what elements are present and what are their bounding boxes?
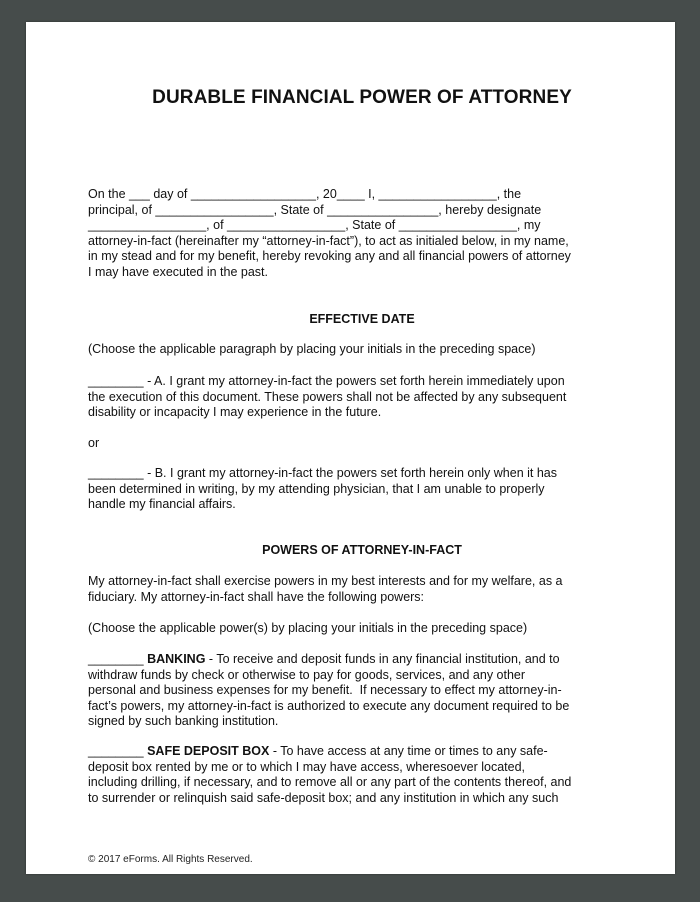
intro-line: _________________, of _________________, State of _________________, my	[88, 218, 541, 233]
option-b-line: ________ - B. I grant my attorney-in-fact the powers set forth herein only when it has	[88, 466, 558, 480]
option-b-paragraph	[88, 466, 636, 513]
initials-blank: ________	[88, 652, 148, 666]
powers-heading: POWERS OF ATTORNEY-IN-FACT	[262, 543, 462, 557]
option-a-line: the execution of this document. These powers shall not be affected by any subsequent	[88, 389, 567, 404]
banking-line: signed by such banking institution.	[88, 714, 279, 729]
or-text: or	[88, 436, 100, 450]
document-title: DURABLE FINANCIAL POWER OF ATTORNEY	[152, 87, 572, 108]
option-a-line: ________ - A. I grant my attorney-in-fact the powers set forth herein immediately upon	[88, 374, 565, 388]
banking-line: fact’s powers, my attorney-in-fact is authorized to execute any document required to be	[88, 698, 570, 713]
option-b-line: been determined in writing, by my attending physician, that I am unable to properly	[88, 481, 545, 496]
banking-line: withdraw funds by check or otherwise to pay for goods, services, and any other	[88, 667, 526, 682]
banking-text: - To receive and deposit funds in any financial institution, and to	[205, 652, 560, 666]
safe-deposit-first-line	[88, 744, 636, 760]
intro-line: attorney-in-fact (hereinafter my “attorney-in-fact”), to act as initialed below, in my name,	[88, 233, 569, 248]
intro-line: principal, of _________________, State of ________________, hereby designate	[88, 202, 542, 217]
intro-paragraph	[88, 187, 636, 281]
or-separator	[88, 436, 636, 452]
document-page	[26, 22, 675, 874]
banking-paragraph	[88, 652, 636, 730]
option-b-line: handle my financial affairs.	[88, 497, 236, 512]
powers-instruction	[88, 621, 636, 637]
intro-line: I may have executed in the past.	[88, 264, 268, 279]
instruction-text: (Choose the applicable paragraph by placing your initials in the preceding space)	[88, 342, 536, 356]
intro-line: On the ___ day of __________________, 20____ I, _________________, the	[88, 187, 522, 201]
banking-first-line	[88, 652, 636, 668]
copyright-footer: © 2017 eForms. All Rights Reserved.	[88, 854, 253, 865]
effective-date-heading: EFFECTIVE DATE	[309, 312, 415, 326]
intro-line: in my stead and for my benefit, hereby revoking any and all financial powers of attorney	[88, 249, 571, 264]
option-a-paragraph	[88, 374, 636, 421]
safe-deposit-text: - To have access at any time or times to any safe-	[269, 744, 548, 758]
banking-label: BANKING	[147, 652, 206, 666]
safe-deposit-line: to surrender or relinquish said safe-deposit box; and any institution in which any such	[88, 790, 559, 805]
instruction-text: (Choose the applicable power(s) by placing your initials in the preceding space)	[88, 621, 528, 635]
safe-deposit-line: including drilling, if necessary, and to remove all or any part of the contents thereof, and	[88, 775, 572, 790]
safe-deposit-line: deposit box rented by me or to which I may have access, wheresoever located,	[88, 759, 526, 774]
safe-deposit-label: SAFE DEPOSIT BOX	[147, 744, 270, 758]
safe-deposit-paragraph	[88, 744, 636, 806]
powers-intro-paragraph	[88, 574, 636, 605]
banking-line: personal and business expenses for my benefit. If necessary to effect my attorney-in-	[88, 683, 562, 698]
effective-date-instruction	[88, 342, 636, 358]
powers-intro-line: fiduciary. My attorney-in-fact shall have the following powers:	[88, 589, 425, 604]
initials-blank: ________	[88, 744, 148, 758]
powers-intro-line: My attorney-in-fact shall exercise powers in my best interests and for my welfare, as a	[88, 574, 563, 588]
option-a-line: disability or incapacity I may experience in the future.	[88, 405, 382, 420]
